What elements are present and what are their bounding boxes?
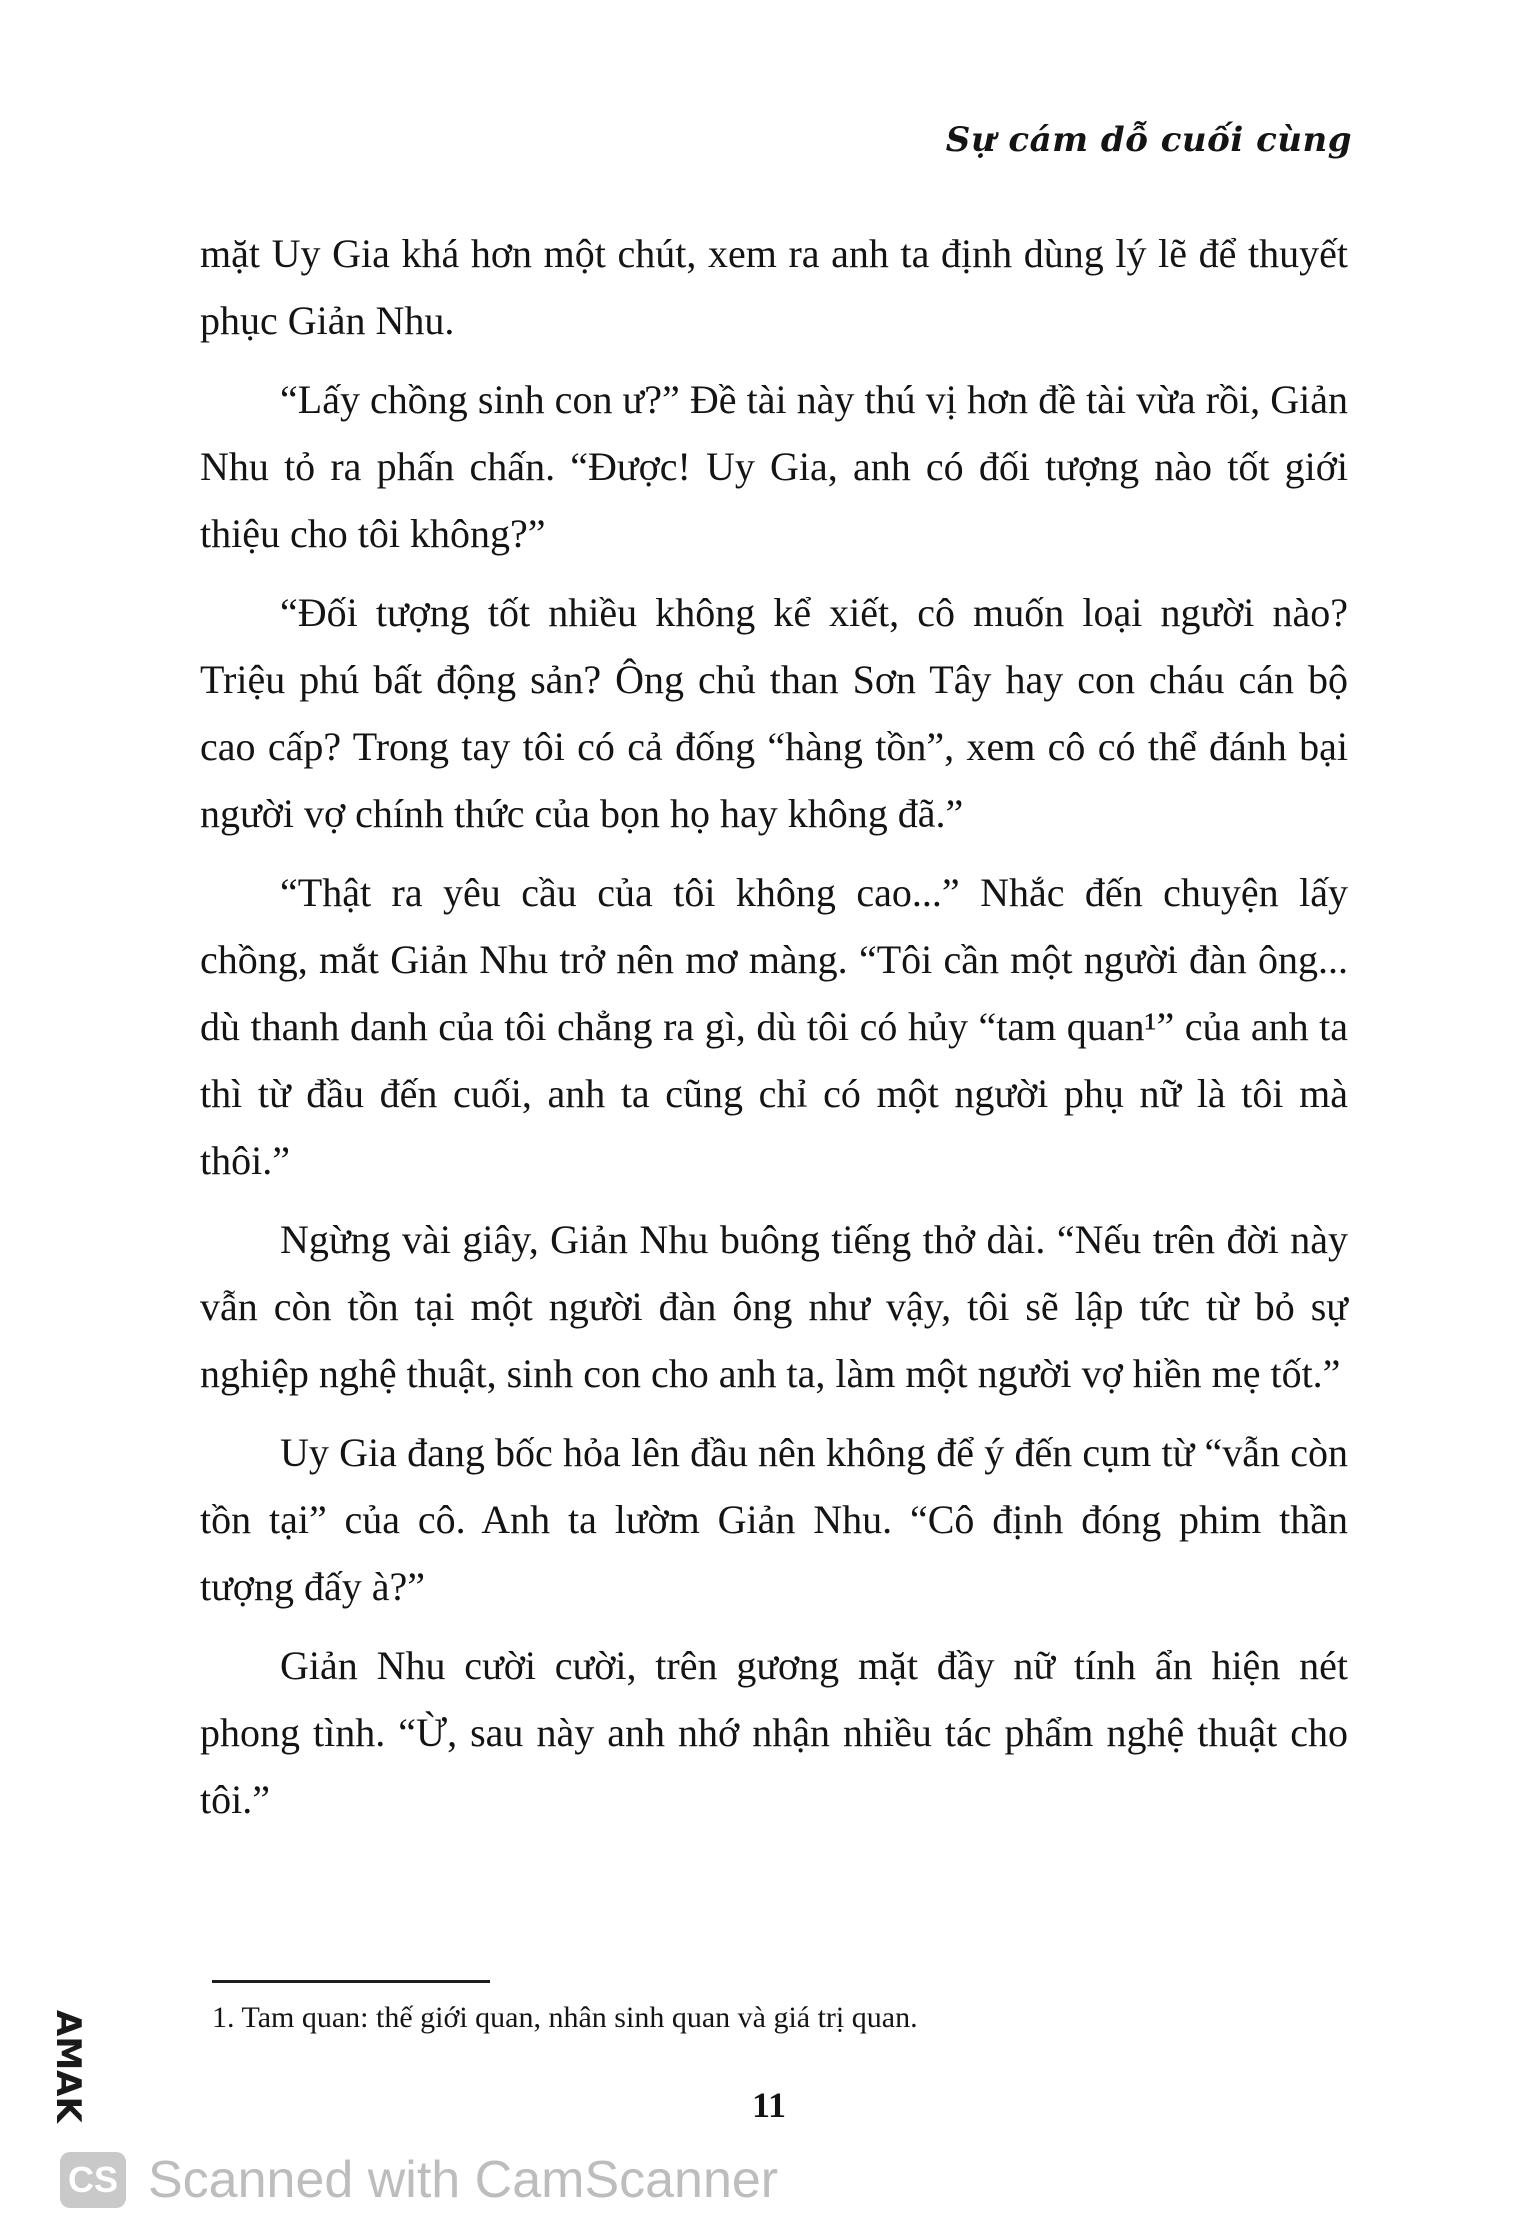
- paragraph: “Lấy chồng sinh con ư?” Đề tài này thú vị hơn đề tài vừa rồi, Giản Nhu tỏ ra phấn chấn. “Được! Uy Gia, anh có đối tượng nào tốt giới thiệu cho tôi không?”: [200, 377, 1348, 556]
- side-stamp: AMAK: [48, 2010, 88, 2123]
- running-header: Sự cám dỗ cuối cùng: [945, 120, 1352, 160]
- page-number: 11: [752, 2085, 787, 2125]
- paragraph: Uy Gia đang bốc hỏa lên đầu nên không để ý đến cụm từ “vẫn còn tồn tại” của cô. Anh ta lườm Giản Nhu. “Cô định đóng phim thần tượng đấy à?”: [200, 1430, 1348, 1609]
- camscanner-watermark: [60, 2150, 778, 2210]
- body-text: [200, 220, 1348, 1845]
- watermark-text: Scanned with CamScanner: [148, 2151, 779, 2209]
- paragraph: “Thật ra yêu cầu của tôi không cao...” Nhắc đến chuyện lấy chồng, mắt Giản Nhu trở nên mơ màng. “Tôi cần một người đàn ông... dù thanh danh của tôi chẳng ra gì, dù tôi có hủy “tam quan¹” của anh ta thì từ đầu đến cuối, anh ta cũng chỉ có một người phụ nữ là tôi mà thôi.”: [200, 870, 1348, 1183]
- paragraph: “Đối tượng tốt nhiều không kể xiết, cô muốn loại người nào? Triệu phú bất động sản? Ông chủ than Sơn Tây hay con cháu cán bộ cao cấp? Trong tay tôi có cả đống “hàng tồn”, xem cô có thể đánh bại người vợ chính thức của bọn họ hay không đã.”: [200, 590, 1348, 836]
- footnote-divider: [212, 1980, 490, 1983]
- paragraph: Giản Nhu cười cười, trên gương mặt đầy nữ tính ẩn hiện nét phong tình. “Ừ, sau này anh nhớ nhận nhiều tác phẩm nghệ thuật cho tôi.”: [200, 1643, 1348, 1822]
- footnote: 1. Tam quan: thế giới quan, nhân sinh quan và giá trị quan.: [212, 2001, 918, 2034]
- paragraph: mặt Uy Gia khá hơn một chút, xem ra anh ta định dùng lý lẽ để thuyết phục Giản Nhu.: [200, 231, 1348, 343]
- paragraph: Ngừng vài giây, Giản Nhu buông tiếng thở dài. “Nếu trên đời này vẫn còn tồn tại một người đàn ông như vậy, tôi sẽ lập tức từ bỏ sự nghiệp nghệ thuật, sinh con cho anh ta, làm một người vợ hiền mẹ tốt.”: [200, 1217, 1348, 1396]
- camscanner-logo-icon: CS: [60, 2152, 126, 2208]
